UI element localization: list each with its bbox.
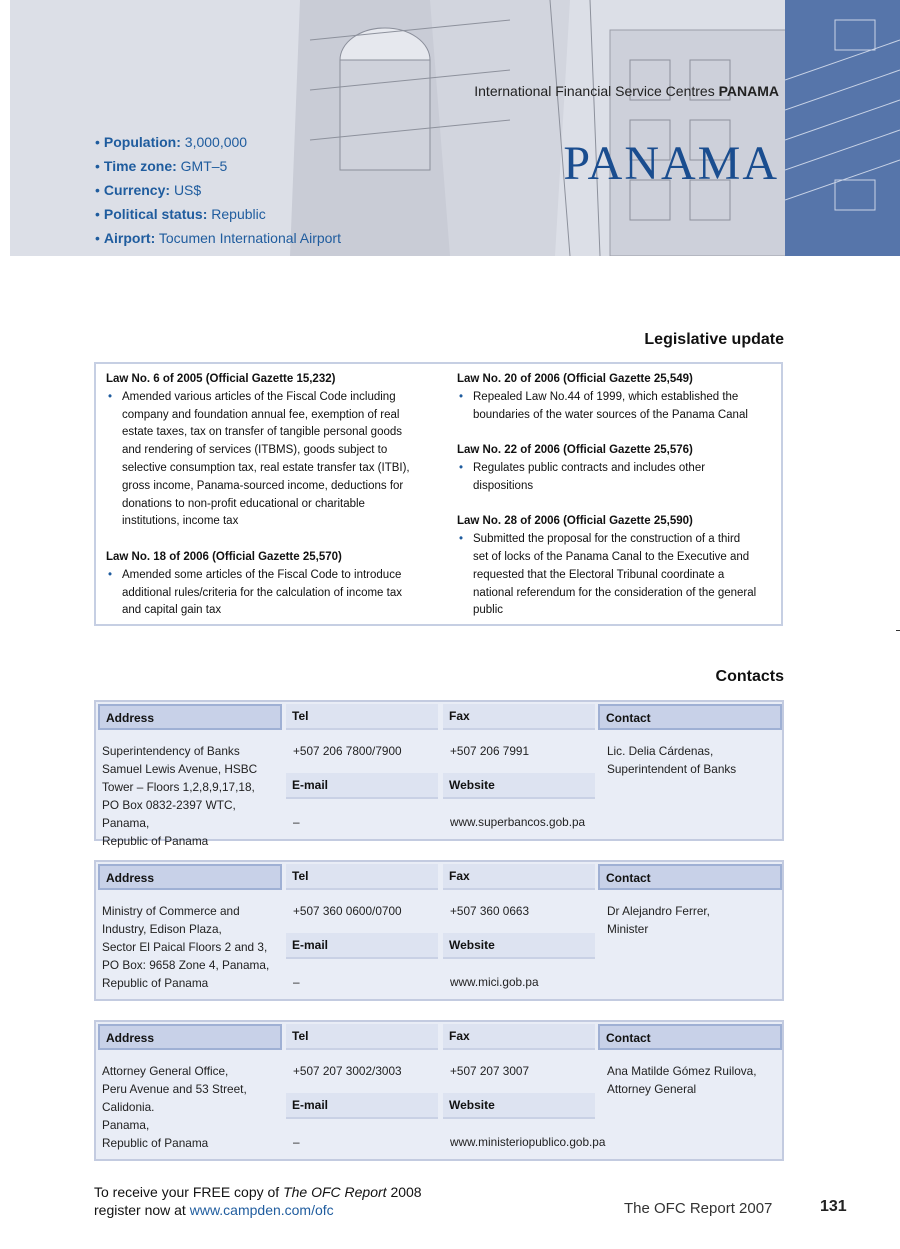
website-link[interactable]: www.mici.gob.pa bbox=[450, 975, 539, 989]
law-line: Amended some articles of the Fiscal Code to introduce bbox=[122, 568, 402, 581]
legislative-title: Legislative update bbox=[644, 331, 784, 348]
law-line: Amended various articles of the Fiscal Code including bbox=[122, 390, 396, 403]
law-line: donations to non-profit educational or charitable bbox=[122, 497, 365, 510]
contact-line: Minister bbox=[607, 922, 649, 936]
law-line: estate taxes, tax on transfer of tangible personal goods bbox=[122, 426, 403, 439]
tel-value: +507 206 7800/7900 bbox=[293, 744, 402, 758]
legislative-left-column bbox=[106, 371, 446, 620]
crop-mark bbox=[896, 630, 900, 631]
header-tel: Tel bbox=[286, 704, 438, 730]
bullet-icon: • bbox=[459, 533, 464, 546]
contact-line: Superintendent of Banks bbox=[607, 762, 737, 776]
law-line: boundaries of the water sources of the Panama Canal bbox=[473, 408, 748, 421]
fact-label: Airport: bbox=[103, 230, 156, 246]
header-contact: Contact bbox=[598, 864, 782, 890]
address-line: PO Box: 9658 Zone 4, Panama, bbox=[102, 958, 270, 972]
fax-value: +507 206 7991 bbox=[450, 744, 530, 758]
bullet-icon: • bbox=[459, 461, 464, 474]
email-value: – bbox=[293, 975, 300, 989]
report-name: The OFC Report 2007 bbox=[624, 1200, 773, 1217]
address-line: Industry, Edison Plaza, bbox=[102, 922, 222, 936]
address-line: Calidonia. bbox=[102, 1100, 155, 1114]
legislative-right-column bbox=[457, 371, 779, 620]
fact-value: 3,000,000 bbox=[184, 134, 248, 150]
law-line: institutions, income tax bbox=[122, 515, 239, 528]
bullet-icon: • bbox=[95, 230, 100, 246]
fax-value: +507 207 3007 bbox=[450, 1064, 530, 1078]
fact-item bbox=[95, 206, 341, 230]
contact-line: Dr Alejandro Ferrer, bbox=[607, 904, 710, 918]
address-line: Ministry of Commerce and bbox=[102, 904, 240, 918]
fact-label: Political status: bbox=[103, 206, 208, 222]
law-line: company and foundation annual fee, exemption of real bbox=[122, 408, 400, 421]
fact-item bbox=[95, 134, 341, 158]
address-line: Panama, bbox=[102, 1118, 150, 1132]
address-line: Samuel Lewis Avenue, HSBC bbox=[102, 762, 258, 776]
law-heading: Law No. 6 of 2005 (Official Gazette 15,232) bbox=[106, 373, 336, 385]
header-address: Address bbox=[98, 864, 282, 890]
contact-table bbox=[94, 1020, 784, 1161]
tel-value: +507 360 0600/0700 bbox=[293, 904, 402, 918]
contact-line: Attorney General bbox=[607, 1082, 697, 1096]
law-item bbox=[106, 567, 446, 620]
bullet-icon: • bbox=[95, 182, 100, 198]
fact-label: Time zone: bbox=[103, 158, 177, 174]
law-heading: Law No. 22 of 2006 (Official Gazette 25,576) bbox=[457, 444, 693, 457]
promo-text: To receive your FREE copy of bbox=[94, 1184, 284, 1200]
email-value: – bbox=[293, 815, 300, 829]
address-line: Peru Avenue and 53 Street, bbox=[102, 1082, 247, 1096]
law-item bbox=[457, 460, 779, 496]
kicker-text: International Financial Service Centres bbox=[474, 83, 719, 99]
address-line: Sector El Paical Floors 2 and 3, bbox=[102, 940, 268, 954]
fact-item bbox=[95, 230, 341, 254]
header-email: E-mail bbox=[286, 773, 438, 799]
contact-table bbox=[94, 860, 784, 1001]
law-line: Regulates public contracts and includes other bbox=[473, 461, 706, 474]
header-website: Website bbox=[443, 1093, 595, 1119]
law-line: national referendum for the consideration of the general bbox=[473, 586, 757, 599]
promo-line-1 bbox=[94, 1183, 422, 1201]
header-tel: Tel bbox=[286, 864, 438, 890]
address-line: Republic of Panama bbox=[102, 1136, 209, 1150]
building-illustration-accent bbox=[785, 0, 900, 256]
register-link[interactable]: www.campden.com/ofc bbox=[189, 1202, 334, 1218]
fact-value: Tocumen International Airport bbox=[158, 230, 341, 246]
address-line: Tower – Floors 1,2,8,9,17,18, bbox=[102, 780, 255, 794]
header-address: Address bbox=[98, 704, 282, 730]
law-line: set of locks of the Panama Canal to the Executive and bbox=[473, 550, 750, 563]
country-facts bbox=[95, 134, 341, 254]
header-fax: Fax bbox=[443, 1024, 595, 1050]
law-heading: Law No. 28 of 2006 (Official Gazette 25,590) bbox=[457, 515, 693, 528]
header-email: E-mail bbox=[286, 933, 438, 959]
law-line: selective consumption tax, real estate transfer tax (ITBI), bbox=[122, 461, 410, 474]
header-fax: Fax bbox=[443, 704, 595, 730]
bullet-icon: • bbox=[108, 390, 113, 403]
law-line: requested that the Electoral Tribunal coordinate a bbox=[473, 568, 725, 581]
page-title: PANAMA bbox=[563, 137, 779, 190]
fact-value: GMT–5 bbox=[180, 158, 228, 174]
law-item bbox=[106, 389, 446, 531]
header-address: Address bbox=[98, 1024, 282, 1050]
bullet-icon: • bbox=[95, 158, 100, 174]
contact-cell bbox=[607, 1062, 757, 1098]
website-link[interactable]: www.superbancos.gob.pa bbox=[450, 815, 586, 829]
law-heading: Law No. 20 of 2006 (Official Gazette 25,549) bbox=[457, 373, 693, 385]
address-line: Republic of Panama bbox=[102, 834, 209, 848]
law-line: Repealed Law No.44 of 1999, which established the bbox=[473, 390, 739, 403]
address-cell bbox=[102, 902, 286, 992]
header-fax: Fax bbox=[443, 864, 595, 890]
banner-accent bbox=[785, 0, 900, 256]
address-line: Republic of Panama bbox=[102, 976, 209, 990]
address-cell bbox=[102, 1062, 286, 1152]
law-item bbox=[457, 389, 779, 425]
legislative-box bbox=[94, 362, 783, 626]
fact-item bbox=[95, 182, 341, 206]
website-link[interactable]: www.ministeriopublico.gob.pa bbox=[450, 1135, 606, 1149]
bullet-icon: • bbox=[459, 390, 464, 403]
fact-item bbox=[95, 158, 341, 182]
fact-value: Republic bbox=[211, 206, 266, 222]
promo-text: register now at bbox=[94, 1202, 190, 1218]
contact-table bbox=[94, 700, 784, 848]
law-line: public bbox=[473, 604, 504, 617]
section-kicker bbox=[474, 83, 779, 99]
address-line: Attorney General Office, bbox=[102, 1064, 229, 1078]
bullet-icon: • bbox=[95, 206, 100, 222]
promo-text: 2008 bbox=[386, 1184, 422, 1200]
contact-line: Lic. Delia Cárdenas, bbox=[607, 744, 714, 758]
law-line: dispositions bbox=[473, 479, 534, 492]
bullet-icon: • bbox=[95, 134, 100, 150]
law-line: and capital gain tax bbox=[122, 604, 222, 617]
law-heading: Law No. 18 of 2006 (Official Gazette 25,570) bbox=[106, 550, 342, 563]
header-tel: Tel bbox=[286, 1024, 438, 1050]
law-item bbox=[457, 531, 779, 620]
law-line: additional rules/criteria for the calculation of income tax bbox=[122, 586, 402, 599]
footer-promo bbox=[94, 1183, 422, 1219]
page-number: 131 bbox=[820, 1198, 847, 1215]
fact-label: Currency: bbox=[103, 182, 171, 198]
kicker-country: PANAMA bbox=[718, 83, 779, 99]
law-line: gross income, Panama-sourced income, deductions for bbox=[122, 479, 404, 492]
header-contact: Contact bbox=[598, 704, 782, 730]
bullet-icon: • bbox=[108, 568, 113, 581]
header-website: Website bbox=[443, 933, 595, 959]
address-line: PO Box 0832-2397 WTC, Panama, bbox=[102, 798, 236, 830]
contact-line: Ana Matilde Gómez Ruilova, bbox=[607, 1064, 757, 1078]
address-cell bbox=[102, 742, 286, 850]
law-line: and rendering of services (ITBMS), goods subject to bbox=[122, 444, 388, 457]
contacts-title: Contacts bbox=[715, 668, 784, 685]
promo-report-name: The OFC Report bbox=[283, 1184, 387, 1200]
tel-value: +507 207 3002/3003 bbox=[293, 1064, 402, 1078]
contact-cell bbox=[607, 902, 710, 938]
header-contact: Contact bbox=[598, 1024, 782, 1050]
fax-value: +507 360 0663 bbox=[450, 904, 530, 918]
email-value: – bbox=[293, 1135, 300, 1149]
fact-label: Population: bbox=[103, 134, 181, 150]
header-email: E-mail bbox=[286, 1093, 438, 1119]
law-line: Submitted the proposal for the construction of a third bbox=[473, 533, 741, 546]
contact-cell bbox=[607, 742, 736, 778]
fact-value: US$ bbox=[173, 182, 202, 198]
address-line: Superintendency of Banks bbox=[102, 744, 240, 758]
header-website: Website bbox=[443, 773, 595, 799]
promo-line-2 bbox=[94, 1201, 422, 1219]
